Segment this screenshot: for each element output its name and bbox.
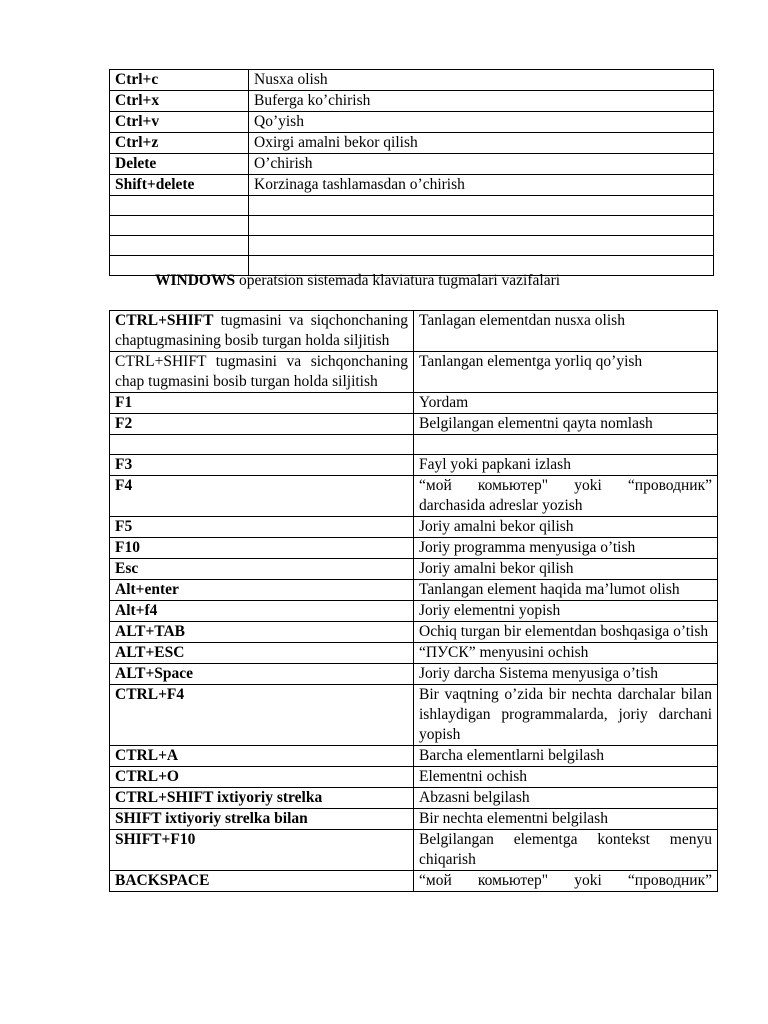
shortcut-description: Tanlangan element haqida ma’lumot olish [414, 580, 718, 601]
shortcut-key: CTRL+O [110, 767, 414, 788]
table-row [110, 685, 718, 746]
table-row [110, 393, 718, 414]
shortcut-key [110, 196, 249, 216]
shortcut-key: Alt+f4 [110, 601, 414, 622]
shortcut-key: ALT+TAB [110, 622, 414, 643]
shortcut-key-rest: tugmasini va siqchonchaning chaptugmasining bosib turgan holda siljitish [115, 312, 408, 349]
shortcut-description: Barcha elementlarni belgilash [414, 746, 718, 767]
table-row [110, 154, 714, 175]
table-row [110, 352, 718, 393]
shortcut-key: Ctrl+x [110, 91, 249, 112]
shortcut-description: Joriy programma menyusiga o’tish [414, 538, 718, 559]
shortcut-description: Belgilangan elementni qayta nomlash [414, 414, 718, 435]
caption-bold-word: WINDOWS [155, 272, 236, 289]
shortcut-description [414, 435, 718, 455]
table-row [110, 580, 718, 601]
table-row [110, 538, 718, 559]
table-row-empty [110, 236, 714, 256]
shortcut-key [110, 311, 414, 352]
shortcut-key: F10 [110, 538, 414, 559]
section-caption [155, 271, 560, 291]
table-row [110, 311, 718, 352]
table-row [110, 414, 718, 435]
shortcut-description: Bir nechta elementni belgilash [414, 809, 718, 830]
shortcut-key: BACKSPACE [110, 871, 414, 892]
shortcut-description: Abzasni belgilash [414, 788, 718, 809]
shortcut-description: Joriy amalni bekor qilish [414, 559, 718, 580]
shortcut-key: F5 [110, 517, 414, 538]
shortcut-description: Nusxa olish [249, 70, 714, 91]
table-row [110, 622, 718, 643]
shortcut-key: Ctrl+c [110, 70, 249, 91]
table-row [110, 871, 718, 892]
shortcut-description: Bir vaqtning o’zida bir nechta darchalar bilan ishlaydigan programmalarda, joriy darchani yopish [414, 685, 718, 746]
table-row [110, 476, 718, 517]
shortcut-key: Alt+enter [110, 580, 414, 601]
shortcut-description: Korzinaga tashlamasdan o’chirish [249, 175, 714, 196]
table-row [110, 112, 714, 133]
shortcut-description [249, 196, 714, 216]
shortcut-key: CTRL+SHIFT tugmasini va sichqonchaning chap tugmasini bosib turgan holda siljitish [110, 352, 414, 393]
table-row [110, 664, 718, 685]
shortcut-key: Shift+delete [110, 175, 249, 196]
shortcut-description: Elementni ochish [414, 767, 718, 788]
shortcut-description: Joriy darcha Sistema menyusiga o’tish [414, 664, 718, 685]
shortcuts-table-basic [109, 69, 714, 276]
shortcut-key: F2 [110, 414, 414, 435]
shortcut-description [249, 216, 714, 236]
table-row [110, 601, 718, 622]
table-row [110, 830, 718, 871]
shortcut-description: Tanlangan elementga yorliq qo’yish [414, 352, 718, 393]
table-row [110, 767, 718, 788]
shortcut-description: O’chirish [249, 154, 714, 175]
shortcut-description: “мой комьютер" yoki “проводник” darchasida adreslar yozish [414, 476, 718, 517]
shortcut-key: Esc [110, 559, 414, 580]
table-row [110, 517, 718, 538]
shortcut-key: CTRL+F4 [110, 685, 414, 746]
table-row [110, 70, 714, 91]
shortcut-description: Joriy amalni bekor qilish [414, 517, 718, 538]
table-row [110, 809, 718, 830]
shortcut-description: Yordam [414, 393, 718, 414]
shortcut-description: Ochiq turgan bir elementdan boshqasiga o’tish [414, 622, 718, 643]
shortcut-description: Oxirgi amalni bekor qilish [249, 133, 714, 154]
shortcut-key: Delete [110, 154, 249, 175]
shortcut-description: Buferga ko’chirish [249, 91, 714, 112]
shortcut-description [249, 236, 714, 256]
shortcut-key: SHIFT+F10 [110, 830, 414, 871]
shortcut-key: F1 [110, 393, 414, 414]
shortcut-key: Ctrl+v [110, 112, 249, 133]
table-row [110, 91, 714, 112]
caption-text: operatsion sistemada klaviatura tugmalari vazifalari [235, 272, 561, 289]
table-row-empty [110, 435, 718, 455]
shortcuts-table-windows [109, 310, 718, 892]
shortcut-description: “мой комьютер" yoki “проводник” [414, 871, 718, 892]
shortcut-description: Tanlagan elementdan nusxa olish [414, 311, 718, 352]
table-row [110, 746, 718, 767]
table-row-empty [110, 196, 714, 216]
table-row [110, 643, 718, 664]
shortcut-description: “ПУСК” menyusini ochish [414, 643, 718, 664]
shortcut-key: F3 [110, 455, 414, 476]
shortcut-key: CTRL+A [110, 746, 414, 767]
shortcut-key: ALT+ESC [110, 643, 414, 664]
table-row-empty [110, 216, 714, 236]
shortcut-key: CTRL+SHIFT ixtiyoriy strelka [110, 788, 414, 809]
shortcut-key [110, 216, 249, 236]
shortcut-description: Fayl yoki papkani izlash [414, 455, 718, 476]
shortcut-key: Ctrl+z [110, 133, 249, 154]
table-row [110, 455, 718, 476]
table-row [110, 788, 718, 809]
shortcut-key [110, 236, 249, 256]
table-row [110, 559, 718, 580]
table-row [110, 133, 714, 154]
shortcut-description: Joriy elementni yopish [414, 601, 718, 622]
shortcut-key [110, 435, 414, 455]
shortcut-key: ALT+Space [110, 664, 414, 685]
shortcut-description: Qo’yish [249, 112, 714, 133]
table-row [110, 175, 714, 196]
shortcut-key-bold: CTRL+SHIFT [115, 312, 214, 329]
shortcut-description: Belgilangan elementga kontekst menyu chiqarish [414, 830, 718, 871]
shortcut-key: F4 [110, 476, 414, 517]
shortcut-key: SHIFT ixtiyoriy strelka bilan [110, 809, 414, 830]
